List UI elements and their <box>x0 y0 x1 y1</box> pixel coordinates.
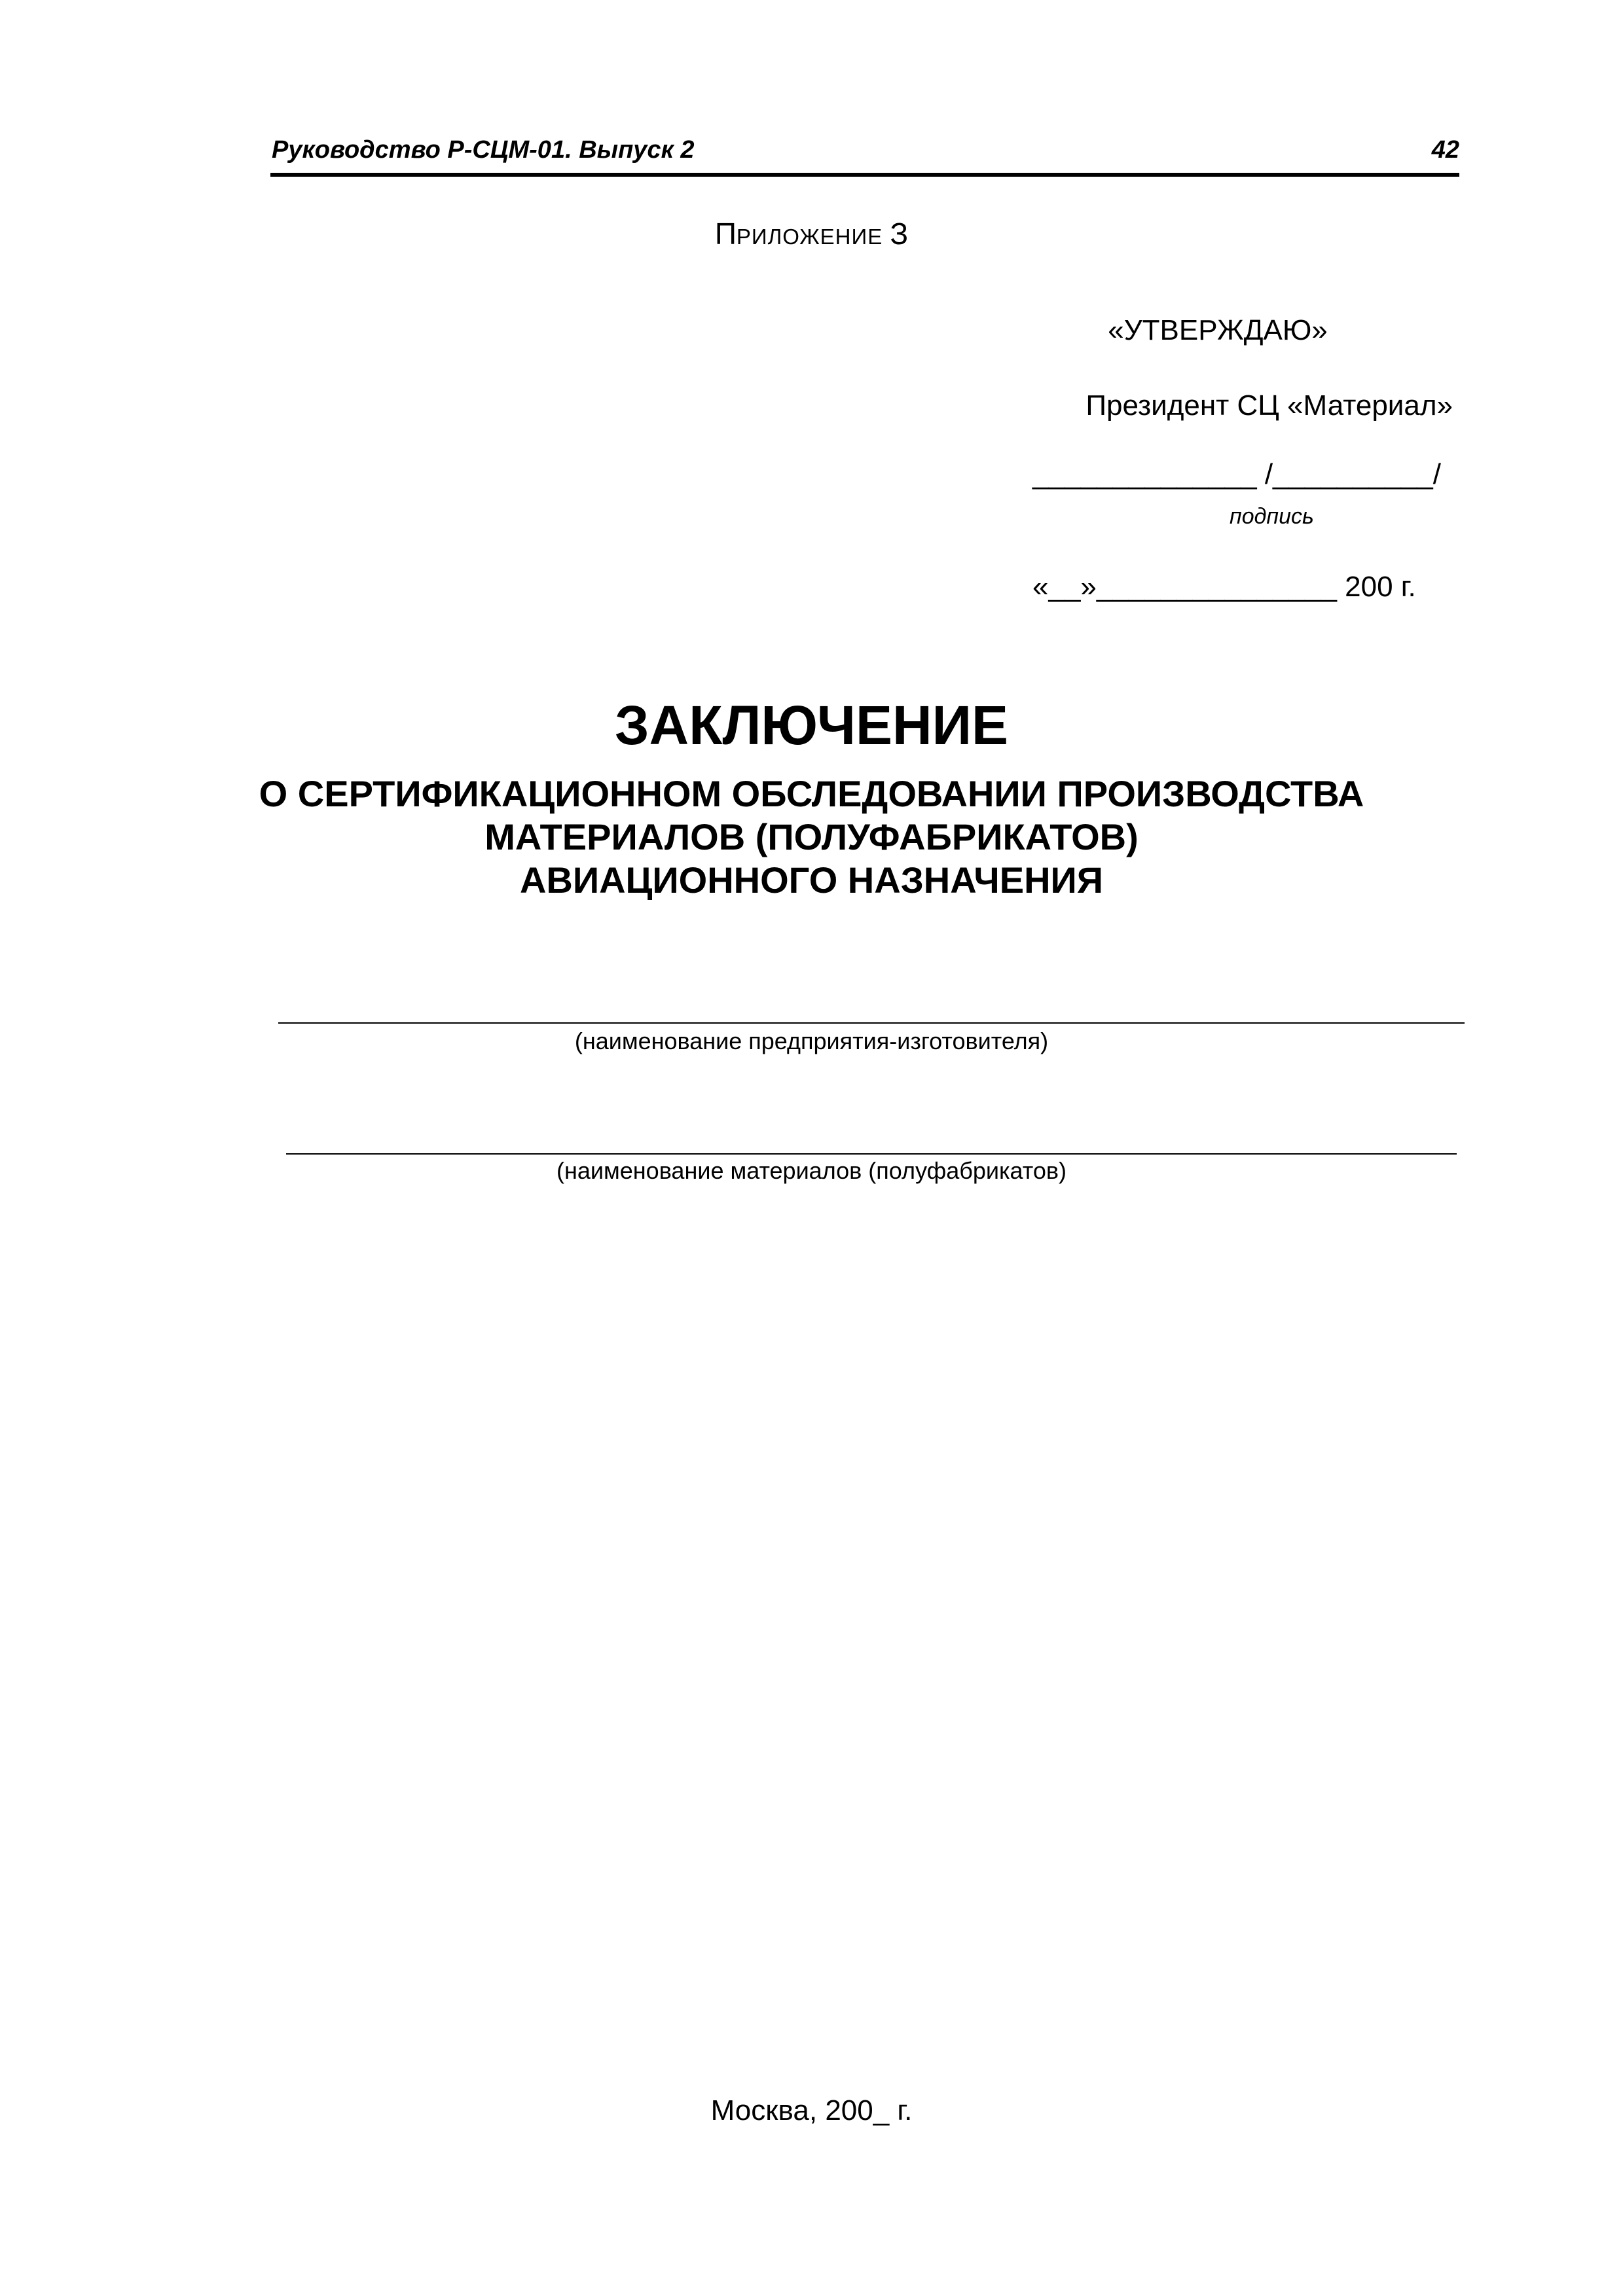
subtitle-line-2: МАТЕРИАЛОВ (ПОЛУФАБРИКАТОВ) <box>484 816 1139 857</box>
document-title: ЗАКЛЮЧЕНИЕ <box>614 694 1009 756</box>
appendix-number: З <box>890 217 909 251</box>
place-and-year: Москва, 200_ г. <box>710 2094 913 2126</box>
appendix-heading <box>0 216 1623 251</box>
manufacturer-caption: (наименование предприятия-изготовителя) <box>574 1028 1049 1054</box>
header-rule <box>270 173 1459 177</box>
approval-date-line: «__»_______________ 200 г. <box>1032 571 1416 603</box>
subtitle-line-3: АВИАЦИОННОГО НАЗНАЧЕНИЯ <box>519 859 1104 901</box>
signature-caption: подпись <box>1230 504 1314 529</box>
page-number: 42 <box>1431 136 1459 164</box>
subtitle-line-1: О СЕРТИФИКАЦИОННОМ ОБСЛЕДОВАНИИ ПРОИЗВОДСТВА <box>259 773 1364 814</box>
document-subtitle <box>0 772 1623 902</box>
materials-fill-line <box>286 1153 1457 1155</box>
approval-stamp: «УТВЕРЖДАЮ» <box>1108 314 1328 346</box>
manufacturer-fill-line <box>278 1022 1465 1024</box>
running-header-title: Руководство Р-СЦМ-01. Выпуск 2 <box>272 136 695 164</box>
signature-line: ______________ /__________/ <box>1032 458 1441 490</box>
appendix-word: РИЛОЖЕНИЕ <box>736 224 883 249</box>
materials-caption: (наименование материалов (полуфабрикатов) <box>556 1157 1067 1184</box>
approver-position: Президент СЦ «Материал» <box>1085 389 1453 422</box>
appendix-first-letter: П <box>714 217 737 251</box>
